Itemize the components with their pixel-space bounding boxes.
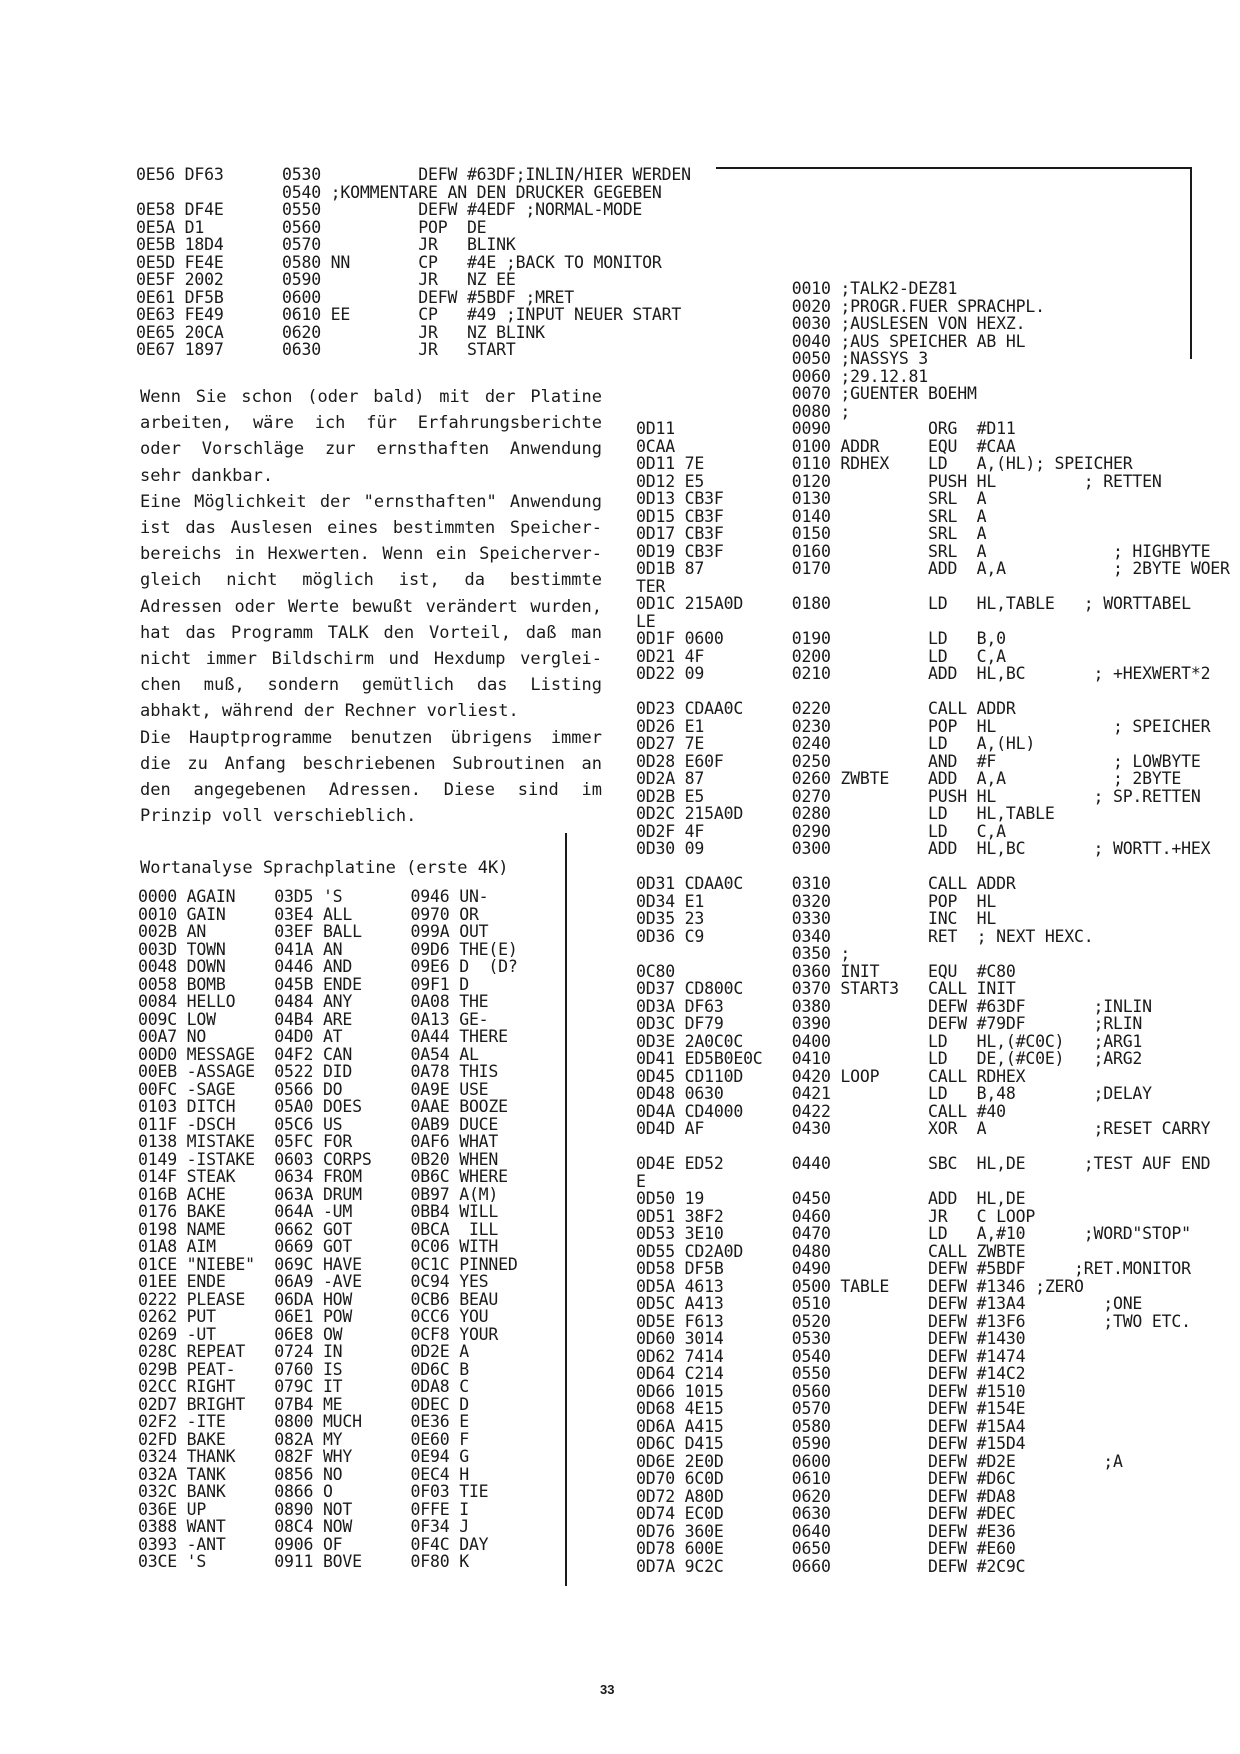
column-divider: [565, 833, 567, 1586]
listing-talk2: 0010 ;TALK2-DEZ81 0020 ;PROGR.FUER SPRACHPL. 0030 ;AUSLESEN VON HEXZ. 0040 ;AUS SPEICHER AB HL 0050 ;NASSYS 3 0060 ;29.12.81 0070 ;GUENTER BOEHM 0080 ; 0D11 0090 ORG #D11 0CAA 0100 ADDR EQU #CAA 0D11 7E 0110 RDHEX LD A,(HL); SPEICHER 0D12 E5 0120 PUSH HL ; RETTEN 0D13 CB3F 0130 SRL A 0D15 CB3F 0140 SRL A 0D17 CB3F 0150 SRL A 0D19 CB3F 0160 SRL A ; HIGHBYTE 0D1B 87 0170 ADD A,A ; 2BYTE WOER TER 0D1C 215A0D 0180 LD HL,TABLE ; WORTTABEL LE 0D1F 0600 0190 LD B,0 0D21 4F 0200 LD C,A 0D22 09 0210 ADD HL,BC ; +HEXWERT*2 0D23 CDAA0C 0220 CALL ADDR 0D26 E1 0230 POP HL ; SPEICHER 0D27 7E 0240 LD A,(HL) 0D28 E60F 0250 AND #F ; LOWBYTE 0D2A 87 0260 ZWBTE ADD A,A ; 2BYTE 0D2B E5 0270 PUSH HL ; SP.RETTEN 0D2C 215A0D 0280 LD HL,TABLE 0D2F 4F 0290 LD C,A 0D30 09 0300 ADD HL,BC ; WORTT.+HEX 0D31 CDAA0C 0310 CALL ADDR 0D34 E1 0320 POP HL 0D35 23 0330 INC HL 0D36 C9 0340 RET ; NEXT HEXC. 0350 ; 0C80 0360 INIT EQU #C80 0D37 CD800C 0370 START3 CALL INIT 0D3A DF63 0380 DEFW #63DF ;INLIN 0D3C DF79 0390 DEFW #79DF ;RLIN 0D3E 2A0C0C 0400 LD HL,(#C0C) ;ARG1 0D41 ED5B0E0C 0410 LD DE,(#C0E) ;ARG2 0D45 CD110D 0420 LOOP CALL RDHEX 0D48 0630 0421 LD B,48 ;DELAY 0D4A CD4000 0422 CALL #40 0D4D AF 0430 XOR A ;RESET CARRY 0D4E ED52 0440 SBC HL,DE ;TEST AUF END E 0D50 19 0450 ADD HL,DE 0D51 38F2 0460 JR C LOOP 0D53 3E10 0470 LD A,#10 ;WORD"STOP" 0D55 CD2A0D 0480 CALL ZWBTE 0D58 DF5B 0490 DEFW #5BDF ;RET.MONITOR 0D5A 4613 0500 TABLE DEFW #1346 ;ZERO 0D5C A413 0510 DEFW #13A4 ;ONE 0D5E F613 0520 DEFW #13F6 ;TWO ETC. 0D60 3014 0530 DEFW #1430 0D62 7414 0540 DEFW #1474 0D64 C214 0550 DEFW #14C2 0D66 1015 0560 DEFW #1510 0D68 4E15 0570 DEFW #154E 0D6A A415 0580 DEFW #15A4 0D6C D415 0590 DEFW #15D4 0D6E 2E0D 0600 DEFW #D2E ;A 0D70 6C0D 0610 DEFW #D6C 0D72 A80D 0620 DEFW #DA8 0D74 EC0D 0630 DEFW #DEC 0D76 360E 0640 DEFW #E36 0D78 600E 0650 DEFW #E60 0D7A 9C2C 0660 DEFW #2C9C: [636, 279, 1230, 1576]
paragraph-3: Die Hauptprogramme benutzen übrigens immer die zu Anfang beschriebenen Subroutinen an den angegebenen Adressen. Diese sind im Prinzip voll verschieblich.: [140, 727, 602, 827]
paragraph-2: Eine Möglichkeit der "ernsthaften" Anwendung ist das Auslesen eines bestimmten Speicher-bereichs in Hexwerten. Wenn ein Speicherver-gleich nicht möglich ist, da bestimmte Adressen oder Werte bewußt verändert wurden, hat das Programm TALK den Vorteil, daß man nicht immer Bildschirm und Hexdump verglei-chen muß, sondern gemütlich das Listing abhakt, während der Rechner vorliest.: [140, 491, 602, 722]
top-rule: [716, 167, 1192, 169]
article-text: [140, 384, 602, 829]
word-analysis-heading: Wortanalyse Sprachplatine (erste 4K): [140, 858, 509, 878]
page-number: 33: [600, 1682, 615, 1697]
word-analysis-table: 0000 AGAIN 03D5 'S 0946 UN- 0010 GAIN 03E4 ALL 0970 OR 002B AN 03EF BALL 099A OUT 003D TOWN 041A AN 09D6 THE(E) 0048 DOWN 0446 AND 09E6 D (D? 0058 BOMB 045B ENDE 09F1 D 0084 HELLO 0484 ANY 0A08 THE 009C LOW 04B4 ARE 0A13 GE- 00A7 NO 04D0 AT 0A44 THERE 00D0 MESSAGE 04F2 CAN 0A54 AL 00EB -ASSAGE 0522 DID 0A78 THIS 00FC -SAGE 0566 DO 0A9E USE 0103 DITCH 05A0 DOES 0AAE BOOZE 011F -DSCH 05C6 US 0AB9 DUCE 0138 MISTAKE 05FC FOR 0AF6 WHAT 0149 -ISTAKE 0603 CORPS 0B20 WHEN 014F STEAK 0634 FROM 0B6C WHERE 016B ACHE 063A DRUM 0B97 A(M) 0176 BAKE 064A -UM 0BB4 WILL 0198 NAME 0662 GOT 0BCA ILL 01A8 AIM 0669 GOT 0C06 WITH 01CE "NIEBE" 069C HAVE 0C1C PINNED 01EE ENDE 06A9 -AVE 0C94 YES 0222 PLEASE 06DA HOW 0CB6 BEAU 0262 PUT 06E1 POW 0CC6 YOU 0269 -UT 06E8 OW 0CF8 YOUR 028C REPEAT 0724 IN 0D2E A 029B PEAT- 0760 IS 0D6C B 02CC RIGHT 079C IT 0DA8 C 02D7 BRIGHT 07B4 ME 0DEC D 02F2 -ITE 0800 MUCH 0E36 E 02FD BAKE 082A MY 0E60 F 0324 THANK 082F WHY 0E94 G 032A TANK 0856 NO 0EC4 H 032C BANK 0866 O 0F03 TIE 036E UP 0890 NOT 0FFE I 0388 WANT 08C4 NOW 0F34 J 0393 -ANT 0906 OF 0F4C DAY 03CE 'S 0911 BOVE 0F80 K: [138, 887, 518, 1571]
listing-top: 0E56 DF63 0530 DEFW #63DF;INLIN/HIER WERDEN 0540 ;KOMMENTARE AN DEN DRUCKER GEGEBEN 0E58 DF4E 0550 DEFW #4EDF ;NORMAL-MODE 0E5A D1 0560 POP DE 0E5B 18D4 0570 JR BLINK 0E5D FE4E 0580 NN CP #4E ;BACK TO MONITOR 0E5F 2002 0590 JR NZ EE 0E61 DF5B 0600 DEFW #5BDF ;MRET 0E63 FE49 0610 EE CP #49 ;INPUT NEUER START 0E65 20CA 0620 JR NZ BLINK 0E67 1897 0630 JR START: [136, 165, 691, 359]
paragraph-1: Wenn Sie schon (oder bald) mit der Platine arbeiten, wäre ich für Erfahrungsberichte oder Vorschläge zur ernsthaften Anwendung sehr dankbar.: [140, 387, 602, 486]
